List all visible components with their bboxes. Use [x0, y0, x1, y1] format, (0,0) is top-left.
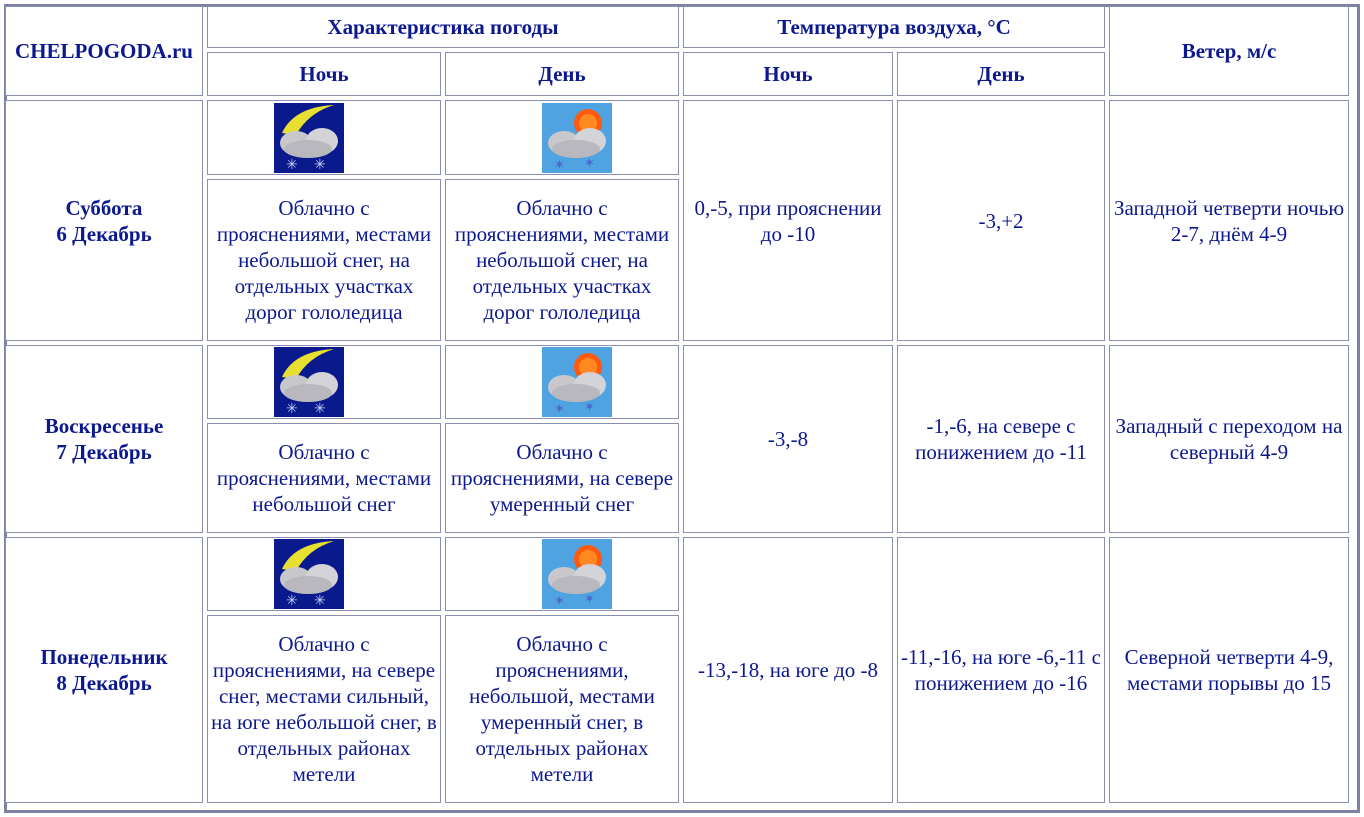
svg-text:✶: ✶ — [554, 401, 565, 416]
forecast-table — [1, 2, 1353, 807]
temp-night: -13,-18, на юге до -8 — [683, 537, 893, 803]
svg-text:✶: ✶ — [584, 591, 595, 606]
day-row-sunday-icons — [5, 345, 1349, 419]
day-sun-clouds-snow-icon — [542, 103, 612, 173]
svg-text:✶: ✶ — [584, 154, 595, 170]
svg-text:✳: ✳ — [314, 402, 326, 417]
day-name: Понедельник — [40, 645, 168, 669]
svg-text:✳: ✳ — [314, 594, 326, 609]
night-description: Облачно с прояснениями, местами небольшой снег — [207, 423, 441, 533]
header-wind: Ветер, м/с — [1109, 6, 1349, 96]
day-description: Облачно с прояснениями, на севере умеренный снег — [445, 423, 679, 533]
day-label-monday — [5, 537, 203, 803]
header-weather-day: День — [445, 52, 679, 96]
header-air-temperature: Температура воздуха, °C — [683, 6, 1105, 48]
day-row-saturday-icons — [5, 100, 1349, 175]
day-sun-clouds-snow-icon — [542, 347, 612, 417]
day-date: 6 Декабрь — [56, 221, 152, 246]
site-brand: CHELPOGODA.ru — [5, 6, 203, 96]
day-icon-cell — [445, 345, 679, 419]
header-weather-characteristics: Характеристика погоды — [207, 6, 679, 48]
svg-text:✶: ✶ — [554, 156, 565, 172]
day-sun-clouds-snow-icon — [542, 539, 612, 609]
svg-text:✶: ✶ — [584, 399, 595, 414]
day-icon-cell — [445, 537, 679, 611]
day-date: 8 Декабрь — [56, 671, 152, 695]
night-moon-clouds-snow-icon — [274, 103, 344, 173]
svg-text:✳: ✳ — [286, 157, 298, 173]
day-row-monday-icons — [5, 537, 1349, 611]
day-name: Воскресенье — [44, 414, 164, 438]
day-name: Суббота — [65, 195, 143, 220]
night-description: Облачно с прояснениями, местами небольшой снег, на отдельных участках дорог гололедица — [207, 179, 441, 341]
temp-night: 0,-5, при прояснении до -10 — [683, 100, 893, 341]
night-icon-cell — [207, 345, 441, 419]
day-description: Облачно с прояснениями, небольшой, местами умеренный снег, в отдельных районах метели — [445, 615, 679, 803]
header-temp-day: День — [897, 52, 1105, 96]
temp-day: -1,-6, на севере с понижением до -11 — [897, 345, 1105, 533]
wind: Западной четверти ночью 2-7, днём 4-9 — [1109, 100, 1349, 341]
svg-text:✳: ✳ — [286, 594, 298, 609]
header-weather-night: Ночь — [207, 52, 441, 96]
day-date: 7 Декабрь — [56, 440, 152, 464]
day-description: Облачно с прояснениями, местами небольшой снег, на отдельных участках дорог гололедица — [445, 179, 679, 341]
svg-text:✶: ✶ — [554, 593, 565, 608]
temp-day: -11,-16, на юге -6,-11 с понижением до -16 — [897, 537, 1105, 803]
temp-night: -3,-8 — [683, 345, 893, 533]
wind: Западный с переходом на северный 4-9 — [1109, 345, 1349, 533]
day-label-saturday — [5, 100, 203, 341]
temp-day: -3,+2 — [897, 100, 1105, 341]
night-moon-clouds-snow-icon — [274, 539, 344, 609]
night-icon-cell — [207, 100, 441, 175]
svg-text:✳: ✳ — [314, 157, 326, 173]
night-description: Облачно с прояснениями, на севере снег, местами сильный, на юге небольшой снег, в отдельных районах метели — [207, 615, 441, 803]
night-icon-cell — [207, 537, 441, 611]
svg-text:✳: ✳ — [286, 402, 298, 417]
header-temp-night: Ночь — [683, 52, 893, 96]
day-label-sunday — [5, 345, 203, 533]
night-moon-clouds-snow-icon — [274, 347, 344, 417]
wind: Северной четверти 4-9, местами порывы до 15 — [1109, 537, 1349, 803]
day-icon-cell — [445, 100, 679, 175]
